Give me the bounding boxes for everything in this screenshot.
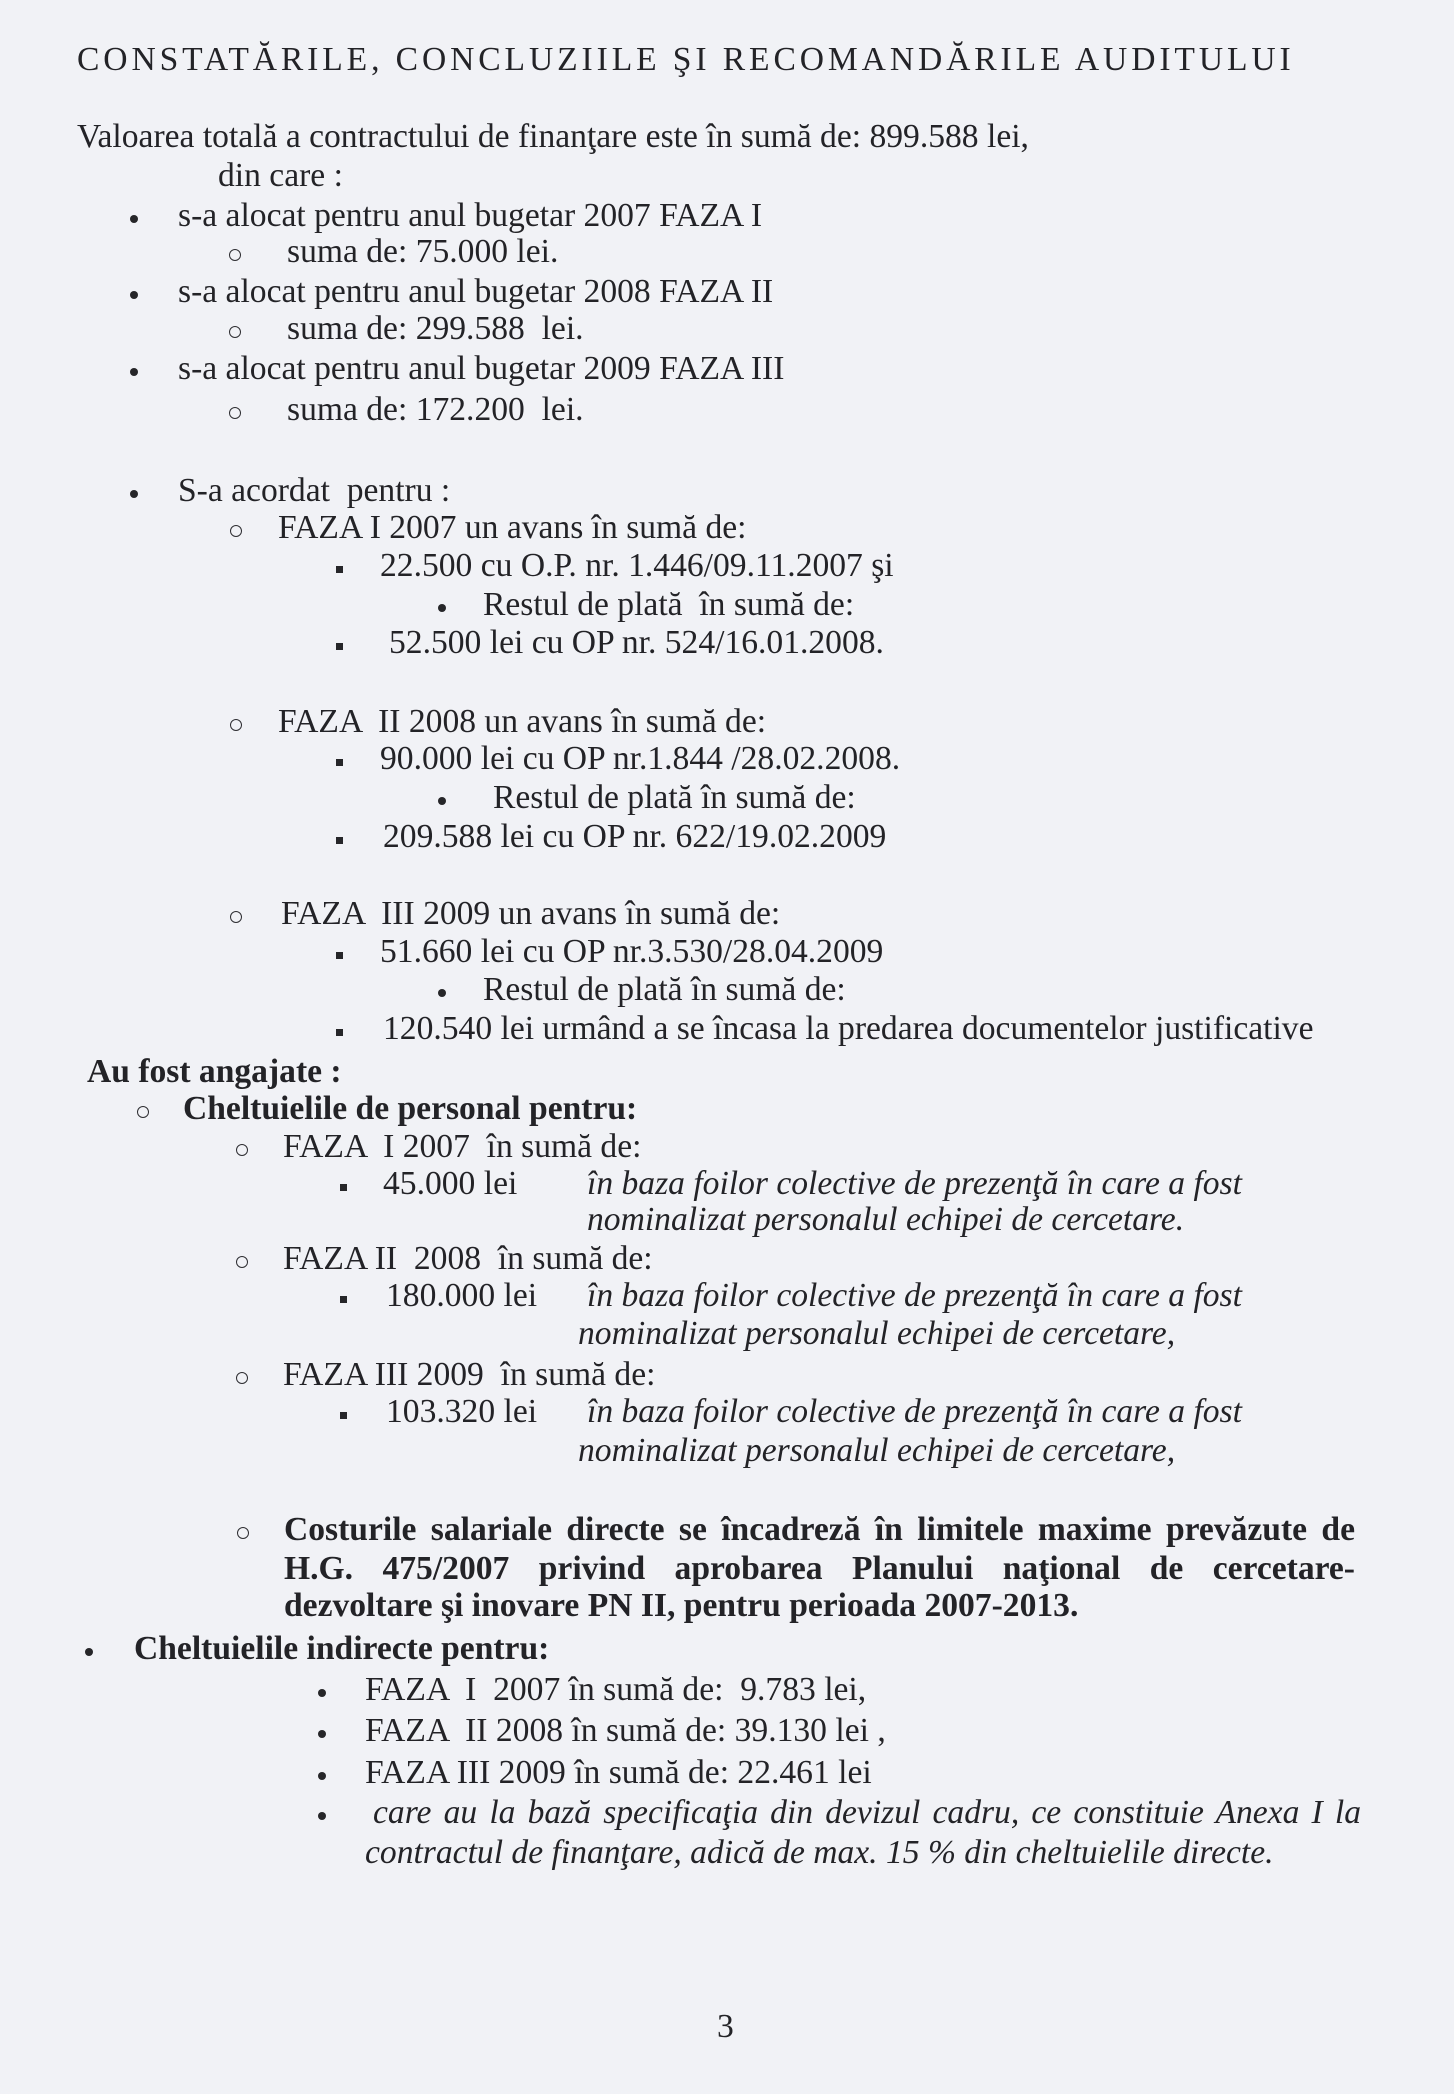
contract-total-value: Valoarea totală a contractului de finanţare este în sumă de: 899.588 lei, — [77, 118, 1029, 155]
square-bullet-marker — [340, 1184, 347, 1191]
indirect-note-line: contractul de finanţare, adică de max. 15 % din cheltuielile directe. — [365, 1834, 1274, 1871]
committed-heading: Au fost angajate : — [87, 1053, 342, 1090]
sub-bullet-marker — [236, 1372, 248, 1384]
allocation-label: s-a alocat pentru anul bugetar 2007 FAZA I — [178, 197, 763, 234]
bullet-marker — [130, 291, 138, 299]
sub-bullet-marker — [236, 1256, 248, 1268]
bullet-marker — [318, 1730, 326, 1738]
bullet-marker — [438, 989, 446, 997]
allocation-amount: suma de: 299.588 lei. — [287, 310, 584, 347]
allocation-amount: suma de: 172.200 lei. — [287, 391, 584, 428]
personnel-phase-amount: 45.000 lei — [383, 1165, 518, 1202]
bullet-marker — [85, 1648, 93, 1656]
bullet-marker — [318, 1772, 326, 1780]
square-bullet-marker — [336, 566, 343, 573]
personnel-phase-amount: 103.320 lei — [386, 1393, 538, 1430]
phase-rest-label: Restul de plată în sumă de: — [483, 586, 855, 623]
personnel-heading: Cheltuielile de personal pentru: — [183, 1090, 638, 1127]
salary-note-line: Costurile salariale directe se încadreză în limitele maxime prevăzute de — [284, 1511, 1355, 1548]
square-bullet-marker — [336, 952, 343, 959]
personnel-phase-title: FAZA III 2009 în sumă de: — [283, 1356, 656, 1393]
bullet-marker — [438, 797, 446, 805]
sub-bullet-marker — [229, 326, 241, 338]
allocation-label: s-a alocat pentru anul bugetar 2009 FAZA III — [178, 350, 785, 387]
bullet-marker — [130, 368, 138, 376]
phase-rest-payment: 52.500 lei cu OP nr. 524/16.01.2008. — [389, 624, 884, 661]
personnel-phase-basis: nominalizat personalul echipei de cercetare, — [578, 1315, 1176, 1352]
phase-advance-title: FAZA III 2009 un avans în sumă de: — [281, 895, 781, 932]
indirect-item: FAZA I 2007 în sumă de: 9.783 lei, — [365, 1671, 867, 1708]
bullet-marker — [318, 1689, 326, 1697]
phase-advance-payment: 90.000 lei cu OP nr.1.844 /28.02.2008. — [380, 740, 901, 777]
sub-bullet-marker — [236, 1144, 248, 1156]
personnel-phase-title: FAZA I 2007 în sumă de: — [283, 1128, 642, 1165]
personnel-phase-basis: nominalizat personalul echipei de cercetare. — [587, 1201, 1185, 1238]
sub-bullet-marker — [230, 525, 242, 537]
personnel-phase-basis: în baza foilor colective de prezenţă în care a fost — [587, 1393, 1242, 1430]
salary-note-line: dezvoltare şi inovare PN II, pentru perioada 2007-2013. — [284, 1587, 1079, 1624]
bullet-marker — [318, 1812, 326, 1820]
phase-advance-payment: 51.660 lei cu OP nr.3.530/28.04.2009 — [380, 933, 884, 970]
indirect-note-line: care au la bază specificaţia din devizul cadru, ce constituie Anexa I la — [373, 1794, 1361, 1831]
square-bullet-marker — [336, 643, 343, 650]
indirect-item: FAZA II 2008 în sumă de: 39.130 lei , — [365, 1712, 886, 1749]
phase-rest-label: Restul de plată în sumă de: — [483, 971, 846, 1008]
square-bullet-marker — [336, 759, 343, 766]
bullet-marker — [130, 490, 138, 498]
sub-bullet-marker — [229, 407, 241, 419]
granted-heading: S-a acordat pentru : — [178, 472, 451, 509]
square-bullet-marker — [340, 1412, 347, 1419]
personnel-phase-title: FAZA II 2008 în sumă de: — [283, 1240, 653, 1277]
personnel-phase-basis: nominalizat personalul echipei de cercetare, — [578, 1432, 1176, 1469]
allocation-amount: suma de: 75.000 lei. — [287, 233, 559, 270]
phase-advance-payment: 22.500 cu O.P. nr. 1.446/09.11.2007 şi — [380, 547, 894, 584]
square-bullet-marker — [340, 1296, 347, 1303]
sub-bullet-marker — [230, 911, 242, 923]
page-title: CONSTATĂRILE, CONCLUZIILE ŞI RECOMANDĂRILE AUDITULUI — [77, 41, 1295, 78]
phase-advance-title: FAZA II 2008 un avans în sumă de: — [278, 703, 767, 740]
personnel-phase-basis: în baza foilor colective de prezenţă în care a fost — [587, 1165, 1242, 1202]
personnel-phase-basis: în baza foilor colective de prezenţă în care a fost — [587, 1277, 1242, 1314]
sub-bullet-marker — [137, 1106, 149, 1118]
sub-bullet-marker — [237, 1527, 249, 1539]
contract-breakdown-label: din care : — [218, 157, 343, 194]
phase-rest-label: Restul de plată în sumă de: — [493, 779, 856, 816]
bullet-marker — [130, 215, 138, 223]
square-bullet-marker — [336, 837, 343, 844]
bullet-marker — [438, 604, 446, 612]
page-number: 3 — [717, 2008, 734, 2045]
phase-advance-title: FAZA I 2007 un avans în sumă de: — [278, 509, 747, 546]
phase-rest-payment: 209.588 lei cu OP nr. 622/19.02.2009 — [383, 818, 887, 855]
indirect-heading: Cheltuielile indirecte pentru: — [134, 1630, 550, 1667]
phase-rest-payment: 120.540 lei urmând a se încasa la predarea documentelor justificative — [383, 1010, 1314, 1047]
sub-bullet-marker — [229, 249, 241, 261]
salary-note-line: H.G. 475/2007 privind aprobarea Planului naţional de cercetare- — [284, 1550, 1355, 1587]
square-bullet-marker — [336, 1029, 343, 1036]
allocation-label: s-a alocat pentru anul bugetar 2008 FAZA II — [178, 273, 774, 310]
sub-bullet-marker — [230, 719, 242, 731]
personnel-phase-amount: 180.000 lei — [386, 1277, 538, 1314]
indirect-item: FAZA III 2009 în sumă de: 22.461 lei — [365, 1754, 872, 1791]
